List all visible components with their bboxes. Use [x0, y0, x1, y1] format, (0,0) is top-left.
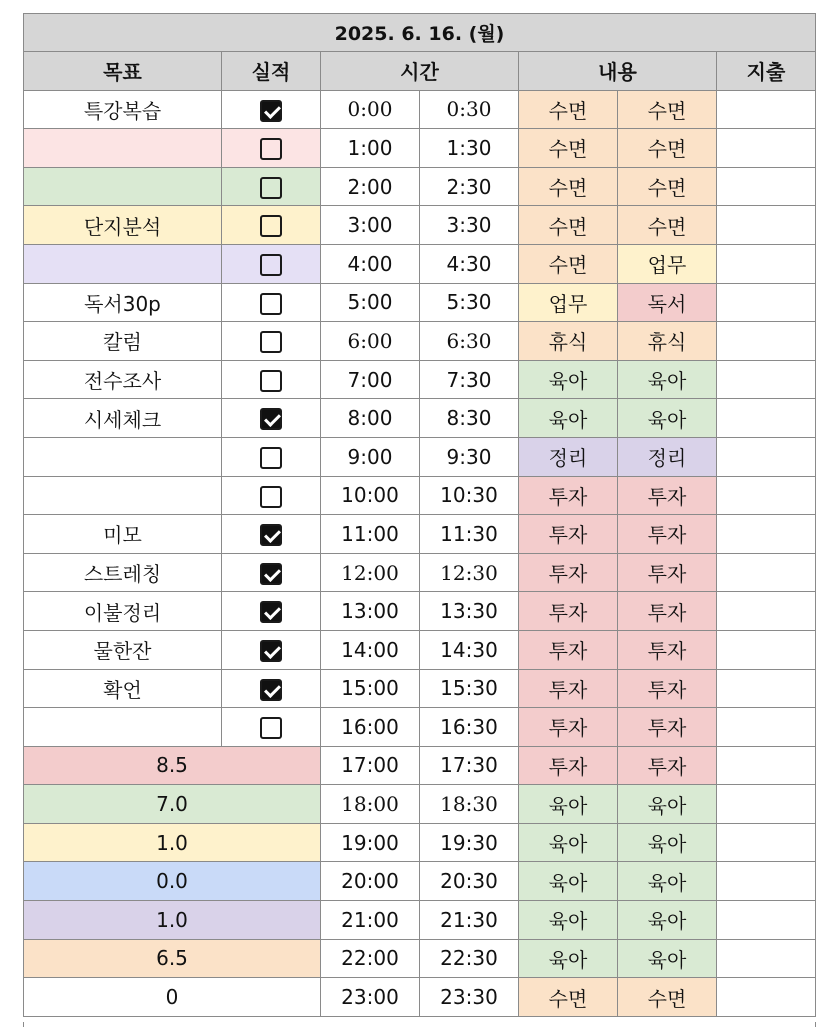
- table-row: [24, 129, 816, 168]
- done-checkbox-wrap: [260, 717, 282, 739]
- goal-cell[interactable]: [24, 476, 222, 515]
- activity-cell[interactable]: 육아: [519, 862, 618, 901]
- time-start-cell: 11:00: [321, 515, 420, 554]
- checked-checkbox[interactable]: [260, 408, 282, 430]
- activity-cell[interactable]: 독서: [618, 283, 717, 322]
- table-row: [24, 630, 816, 669]
- activity-cell[interactable]: 투자: [618, 476, 717, 515]
- activity-cell[interactable]: 투자: [618, 708, 717, 747]
- goal-cell[interactable]: [24, 437, 222, 476]
- time-half-cell: 12:30: [420, 553, 519, 592]
- done-cell: [222, 553, 321, 592]
- goal-cell[interactable]: 미모: [24, 515, 222, 554]
- expense-header: 지출: [717, 52, 816, 91]
- activity-cell[interactable]: 투자: [618, 592, 717, 631]
- goal-cell[interactable]: [24, 708, 222, 747]
- time-start-cell: 2:00: [321, 167, 420, 206]
- daily-schedule-table: [23, 13, 816, 1017]
- time-start-cell: 10:00: [321, 476, 420, 515]
- done-cell: [222, 437, 321, 476]
- checked-checkbox[interactable]: [260, 679, 282, 701]
- expense-cell[interactable]: [717, 746, 816, 785]
- activity-cell[interactable]: 수면: [519, 244, 618, 283]
- activity-cell[interactable]: 휴식: [618, 322, 717, 361]
- done-checkbox-wrap: [260, 601, 282, 623]
- table-row: [24, 708, 816, 747]
- done-cell: [222, 708, 321, 747]
- total-row: [24, 785, 816, 824]
- time-half-cell: 11:30: [420, 515, 519, 554]
- time-start-cell: 0:00: [321, 90, 420, 129]
- time-start-cell: 18:00: [321, 785, 420, 824]
- time-start-cell: 8:00: [321, 399, 420, 438]
- goal-cell[interactable]: 칼럼: [24, 322, 222, 361]
- activity-cell[interactable]: 투자: [519, 746, 618, 785]
- time-start-cell: 1:00: [321, 129, 420, 168]
- table-body: [24, 14, 816, 1017]
- time-start-cell: 12:00: [321, 553, 420, 592]
- activity-cell[interactable]: 투자: [519, 553, 618, 592]
- time-header: 시간: [321, 52, 519, 91]
- goal-cell[interactable]: 특강복습: [24, 90, 222, 129]
- done-checkbox-wrap: [260, 215, 282, 237]
- time-start-cell: 3:00: [321, 206, 420, 245]
- checked-checkbox[interactable]: [260, 100, 282, 122]
- expense-cell[interactable]: [717, 669, 816, 708]
- total-row: [24, 746, 816, 785]
- expense-cell[interactable]: [717, 630, 816, 669]
- done-cell: [222, 592, 321, 631]
- activity-cell[interactable]: 수면: [519, 206, 618, 245]
- activity-cell[interactable]: 투자: [519, 592, 618, 631]
- category-total-cell[interactable]: 7.0: [24, 785, 321, 824]
- done-cell: [222, 90, 321, 129]
- table-continuation: [23, 1022, 816, 1027]
- table-row: [24, 283, 816, 322]
- time-start-cell: 22:00: [321, 939, 420, 978]
- time-half-cell: 16:30: [420, 708, 519, 747]
- done-cell: [222, 167, 321, 206]
- done-header: 실적: [222, 52, 321, 91]
- time-start-cell: 17:00: [321, 746, 420, 785]
- activity-cell[interactable]: 수면: [519, 167, 618, 206]
- done-checkbox-wrap: [260, 447, 282, 469]
- table-row: [24, 515, 816, 554]
- activity-cell[interactable]: 육아: [519, 901, 618, 940]
- table-row: [24, 553, 816, 592]
- checked-checkbox[interactable]: [260, 524, 282, 546]
- time-half-cell: 13:30: [420, 592, 519, 631]
- activity-cell[interactable]: 수면: [519, 129, 618, 168]
- done-checkbox-wrap: [260, 100, 282, 122]
- activity-cell[interactable]: 수면: [519, 90, 618, 129]
- activity-cell[interactable]: 육아: [519, 360, 618, 399]
- expense-cell[interactable]: [717, 283, 816, 322]
- activity-cell[interactable]: 수면: [618, 90, 717, 129]
- goal-cell[interactable]: 단지분석: [24, 206, 222, 245]
- activity-cell[interactable]: 수면: [618, 167, 717, 206]
- expense-cell[interactable]: [717, 785, 816, 824]
- done-checkbox-wrap: [260, 331, 282, 353]
- expense-cell[interactable]: [717, 167, 816, 206]
- table-row: [24, 244, 816, 283]
- activity-cell[interactable]: 수면: [618, 206, 717, 245]
- header-row: [24, 52, 816, 91]
- total-row: [24, 823, 816, 862]
- time-start-cell: 6:00: [321, 322, 420, 361]
- category-total-cell[interactable]: 1.0: [24, 823, 321, 862]
- table-row: [24, 399, 816, 438]
- time-start-cell: 9:00: [321, 437, 420, 476]
- activity-cell[interactable]: 투자: [519, 515, 618, 554]
- time-half-cell: 7:30: [420, 360, 519, 399]
- time-half-cell: 5:30: [420, 283, 519, 322]
- activity-cell[interactable]: 투자: [618, 515, 717, 554]
- unchecked-checkbox[interactable]: [260, 370, 282, 392]
- total-row: [24, 862, 816, 901]
- done-checkbox-wrap: [260, 679, 282, 701]
- activity-cell[interactable]: 육아: [618, 901, 717, 940]
- activity-cell[interactable]: 육아: [618, 862, 717, 901]
- done-checkbox-wrap: [260, 486, 282, 508]
- time-half-cell: 4:30: [420, 244, 519, 283]
- done-checkbox-wrap: [260, 370, 282, 392]
- unchecked-checkbox[interactable]: [260, 215, 282, 237]
- category-total-cell[interactable]: 8.5: [24, 746, 321, 785]
- done-checkbox-wrap: [260, 640, 282, 662]
- unchecked-checkbox[interactable]: [260, 254, 282, 276]
- done-cell: [222, 129, 321, 168]
- category-total-cell[interactable]: 6.5: [24, 939, 321, 978]
- activity-cell[interactable]: 육아: [618, 785, 717, 824]
- goal-cell[interactable]: 이불정리: [24, 592, 222, 631]
- goal-cell[interactable]: 물한잔: [24, 630, 222, 669]
- done-cell: [222, 206, 321, 245]
- expense-cell[interactable]: [717, 244, 816, 283]
- goal-cell[interactable]: 시세체크: [24, 399, 222, 438]
- activity-cell[interactable]: 수면: [618, 129, 717, 168]
- expense-cell[interactable]: [717, 515, 816, 554]
- done-cell: [222, 360, 321, 399]
- time-start-cell: 7:00: [321, 360, 420, 399]
- expense-cell[interactable]: [717, 476, 816, 515]
- done-checkbox-wrap: [260, 293, 282, 315]
- time-half-cell: 9:30: [420, 437, 519, 476]
- date-title: 2025. 6. 16. (월): [24, 14, 816, 52]
- done-cell: [222, 515, 321, 554]
- category-total-cell[interactable]: 0.0: [24, 862, 321, 901]
- time-half-cell: 0:30: [420, 90, 519, 129]
- time-start-cell: 5:00: [321, 283, 420, 322]
- time-half-cell: 6:30: [420, 322, 519, 361]
- time-half-cell: 14:30: [420, 630, 519, 669]
- done-checkbox-wrap: [260, 138, 282, 160]
- goal-cell[interactable]: 확언: [24, 669, 222, 708]
- time-half-cell: 2:30: [420, 167, 519, 206]
- activity-cell[interactable]: 정리: [519, 437, 618, 476]
- goal-cell[interactable]: [24, 244, 222, 283]
- table-row: [24, 476, 816, 515]
- activity-cell[interactable]: 투자: [618, 630, 717, 669]
- unchecked-checkbox[interactable]: [260, 717, 282, 739]
- time-start-cell: 14:00: [321, 630, 420, 669]
- done-checkbox-wrap: [260, 563, 282, 585]
- activity-cell[interactable]: 육아: [519, 939, 618, 978]
- unchecked-checkbox[interactable]: [260, 177, 282, 199]
- time-half-cell: 23:30: [420, 978, 519, 1017]
- table-row: [24, 360, 816, 399]
- total-row: [24, 939, 816, 978]
- activity-cell[interactable]: 수면: [519, 978, 618, 1017]
- activity-cell[interactable]: 투자: [519, 669, 618, 708]
- goal-cell[interactable]: 독서30p: [24, 283, 222, 322]
- content-header: 내용: [519, 52, 717, 91]
- expense-cell[interactable]: [717, 939, 816, 978]
- activity-cell[interactable]: 수면: [618, 978, 717, 1017]
- activity-cell[interactable]: 업무: [618, 244, 717, 283]
- expense-cell[interactable]: [717, 823, 816, 862]
- activity-cell[interactable]: 투자: [519, 476, 618, 515]
- activity-cell[interactable]: 정리: [618, 437, 717, 476]
- activity-cell[interactable]: 육아: [618, 399, 717, 438]
- activity-cell[interactable]: 육아: [519, 785, 618, 824]
- expense-cell[interactable]: [717, 901, 816, 940]
- done-cell: [222, 399, 321, 438]
- time-half-cell: 22:30: [420, 939, 519, 978]
- checked-checkbox[interactable]: [260, 601, 282, 623]
- activity-cell[interactable]: 투자: [618, 669, 717, 708]
- done-checkbox-wrap: [260, 408, 282, 430]
- done-cell: [222, 669, 321, 708]
- unchecked-checkbox[interactable]: [260, 293, 282, 315]
- unchecked-checkbox[interactable]: [260, 447, 282, 469]
- total-row: [24, 978, 816, 1017]
- table-row: [24, 90, 816, 129]
- expense-cell[interactable]: [717, 978, 816, 1017]
- time-start-cell: 15:00: [321, 669, 420, 708]
- activity-cell[interactable]: 휴식: [519, 322, 618, 361]
- time-half-cell: 1:30: [420, 129, 519, 168]
- date-row: [24, 14, 816, 52]
- time-start-cell: 13:00: [321, 592, 420, 631]
- table-row: [24, 437, 816, 476]
- time-half-cell: 10:30: [420, 476, 519, 515]
- done-checkbox-wrap: [260, 254, 282, 276]
- goal-cell[interactable]: [24, 129, 222, 168]
- time-half-cell: 8:30: [420, 399, 519, 438]
- expense-cell[interactable]: [717, 90, 816, 129]
- done-cell: [222, 476, 321, 515]
- time-start-cell: 19:00: [321, 823, 420, 862]
- goal-cell[interactable]: 전수조사: [24, 360, 222, 399]
- checked-checkbox[interactable]: [260, 640, 282, 662]
- table-row: [24, 669, 816, 708]
- total-row: [24, 901, 816, 940]
- activity-cell[interactable]: 육아: [618, 939, 717, 978]
- expense-cell[interactable]: [717, 708, 816, 747]
- activity-cell[interactable]: 육아: [618, 823, 717, 862]
- table-row: [24, 167, 816, 206]
- time-half-cell: 19:30: [420, 823, 519, 862]
- done-checkbox-wrap: [260, 177, 282, 199]
- activity-cell[interactable]: 투자: [618, 746, 717, 785]
- time-half-cell: 3:30: [420, 206, 519, 245]
- category-total-cell[interactable]: 0: [24, 978, 321, 1017]
- done-cell: [222, 322, 321, 361]
- done-checkbox-wrap: [260, 524, 282, 546]
- table-row: [24, 322, 816, 361]
- time-half-cell: 18:30: [420, 785, 519, 824]
- expense-cell[interactable]: [717, 862, 816, 901]
- goal-header: 목표: [24, 52, 222, 91]
- expense-cell[interactable]: [717, 322, 816, 361]
- expense-cell[interactable]: [717, 592, 816, 631]
- expense-cell[interactable]: [717, 553, 816, 592]
- expense-cell[interactable]: [717, 360, 816, 399]
- activity-cell[interactable]: 투자: [519, 630, 618, 669]
- expense-cell[interactable]: [717, 399, 816, 438]
- activity-cell[interactable]: 투자: [519, 708, 618, 747]
- table-row: [24, 592, 816, 631]
- time-start-cell: 4:00: [321, 244, 420, 283]
- activity-cell[interactable]: 육아: [618, 360, 717, 399]
- expense-cell[interactable]: [717, 206, 816, 245]
- time-half-cell: 15:30: [420, 669, 519, 708]
- time-start-cell: 16:00: [321, 708, 420, 747]
- done-cell: [222, 283, 321, 322]
- expense-cell[interactable]: [717, 437, 816, 476]
- time-half-cell: 21:30: [420, 901, 519, 940]
- expense-cell[interactable]: [717, 129, 816, 168]
- time-half-cell: 17:30: [420, 746, 519, 785]
- goal-cell[interactable]: 스트레칭: [24, 553, 222, 592]
- time-start-cell: 20:00: [321, 862, 420, 901]
- activity-cell[interactable]: 육아: [519, 823, 618, 862]
- goal-cell[interactable]: [24, 167, 222, 206]
- table-row: [24, 206, 816, 245]
- unchecked-checkbox[interactable]: [260, 331, 282, 353]
- unchecked-checkbox[interactable]: [260, 138, 282, 160]
- time-start-cell: 21:00: [321, 901, 420, 940]
- checked-checkbox[interactable]: [260, 563, 282, 585]
- done-cell: [222, 244, 321, 283]
- activity-cell[interactable]: 육아: [519, 399, 618, 438]
- category-total-cell[interactable]: 1.0: [24, 901, 321, 940]
- activity-cell[interactable]: 투자: [618, 553, 717, 592]
- done-cell: [222, 630, 321, 669]
- time-half-cell: 20:30: [420, 862, 519, 901]
- unchecked-checkbox[interactable]: [260, 486, 282, 508]
- activity-cell[interactable]: 업무: [519, 283, 618, 322]
- time-start-cell: 23:00: [321, 978, 420, 1017]
